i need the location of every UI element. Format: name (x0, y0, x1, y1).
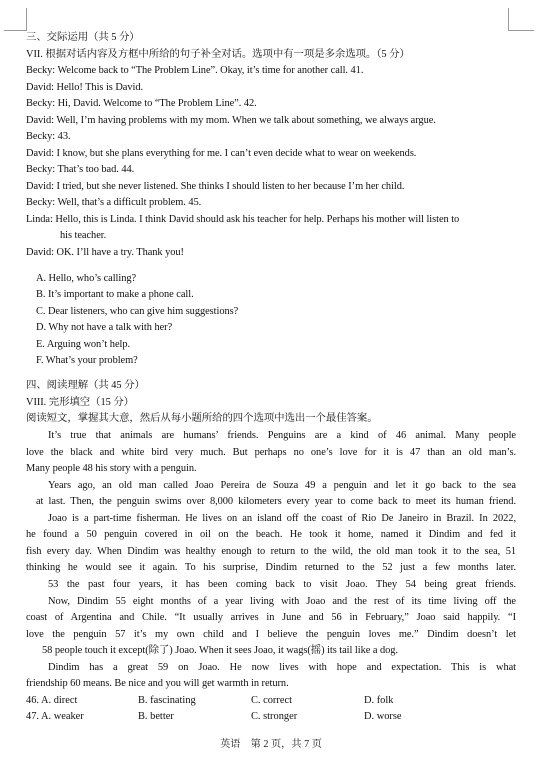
crop-mark-right-v (508, 8, 509, 30)
dialogue-line: David: Hello! This is David. (26, 82, 144, 93)
passage-line: love the penguin 57 it’s my own child and I believe the penguin loves me.” Dindim doesn’t let (26, 629, 516, 640)
passage-line: Years ago, an old man called Joao Pereira de Souza 49 a penguin and let it go back to the sea (48, 480, 516, 491)
passage-line: he found a 50 penguin covered in oil on the beach. He took it home, named it Dindim and fed it (26, 529, 516, 540)
option-item: C. Dear listeners, who can give him suggestions? (36, 306, 239, 317)
option-item: D. Why not have a talk with her? (36, 322, 173, 333)
question-46-d: D. folk (364, 695, 394, 706)
passage-line: It’s true that animals are humans’ friends. Penguins are a kind of 46 animal. Many people (48, 430, 516, 441)
dialogue-line: Linda: Hello, this is Linda. I think David should ask his teacher for help. Perhaps his mother will listen to (26, 214, 460, 225)
passage-line: Dindim has a great 59 on Joao. He now lives with hope and expectation. This is what (48, 662, 516, 673)
question-47-a: 47. A. weaker (26, 711, 84, 722)
question-46-c: C. correct (251, 695, 292, 706)
dialogue-line: Becky: 43. (26, 131, 71, 142)
dialogue-line: Becky: Welcome back to “The Problem Line”. Okay, it’s time for another call. 41. (26, 65, 364, 76)
option-item: E. Arguing won’t help. (36, 339, 131, 350)
crop-mark-left-v (26, 8, 27, 30)
section4-heading: 四、阅读理解（共 45 分） (26, 380, 145, 391)
page-footer: 英语 第 2 页，共 7 页 (220, 739, 322, 750)
question-47-c: C. stronger (251, 711, 298, 722)
passage-line: 53 the past four years, it has been coming back to visit Joao. They 54 being great friends. (48, 579, 516, 590)
passage-line: Joao is a part-time fisherman. He lives on an island off the coast of Rio De Janeiro in Brazil. In 2022, (48, 513, 516, 524)
passage-line: coast of Argentina and Chile. “It usually arrives in June and 56 in February,” Joao said happily. “I (26, 612, 516, 623)
section3-instruction: VII. 根据对话内容及方框中所给的句子补全对话。选项中有一项是多余选项。（5 分） (26, 49, 410, 60)
option-item: F. What’s your problem? (36, 355, 138, 366)
crop-mark-right-h (508, 30, 534, 31)
passage-line: 58 people touch it except(除了) Joao. When it sees Joao, it wags(摇) its tail like a dog. (42, 645, 398, 656)
dialogue-line: David: I tried, but she never listened. She thinks I should listen to her because I’m her child. (26, 181, 405, 192)
section4-instruction: 阅读短文，掌握其大意，然后从每小题所给的四个选项中选出一个最佳答案。 (26, 413, 378, 424)
question-46-b: B. fascinating (138, 695, 196, 706)
section4-subheading: VIII. 完形填空（15 分） (26, 397, 135, 408)
crop-mark-left-h (4, 30, 27, 31)
question-47-b: B. better (138, 711, 174, 722)
question-47-d: D. worse (364, 711, 402, 722)
dialogue-line: Becky: Hi, David. Welcome to “The Problem Line”. 42. (26, 98, 257, 109)
passage-line: thinking he would see it again. To his surprise, Dindim returned to the 52 just a few months later. (26, 562, 516, 573)
passage-line: love the black and white bird very much. But perhaps no one’s love for it is 47 than an old man’s. (26, 447, 516, 458)
option-item: A. Hello, who’s calling? (36, 273, 137, 284)
passage-line: Many people 48 his story with a penguin. (26, 463, 197, 474)
dialogue-line: Becky: That’s too bad. 44. (26, 164, 135, 175)
dialogue-line: his teacher. (60, 230, 107, 241)
dialogue-line: David: I know, but she plans everything for me. I can’t even decide what to wear on weekends. (26, 148, 417, 159)
dialogue-line: Becky: Well, that’s a difficult problem. 45. (26, 197, 202, 208)
passage-line: friendship 60 means. Be nice and you will get warmth in return. (26, 678, 289, 689)
section3-heading: 三、交际运用（共 5 分） (26, 32, 140, 43)
dialogue-line: David: Well, I’m having problems with my mom. When we talk about something, we always argue. (26, 115, 436, 126)
passage-line: at last. Then, the penguin swims over 8,000 kilometers every year to come back to meet its human friend. (36, 496, 516, 507)
dialogue-line: David: OK. I’ll have a try. Thank you! (26, 247, 184, 258)
option-item: B. It’s important to make a phone call. (36, 289, 194, 300)
question-46-a: 46. A. direct (26, 695, 78, 706)
passage-line: Now, Dindim 55 eight months of a year living with Joao and the rest of its time living off the (48, 596, 516, 607)
passage-line: fish every day. When Dindim was healthy enough to return to the wild, the old man took it to the sea, 51 (26, 546, 516, 557)
